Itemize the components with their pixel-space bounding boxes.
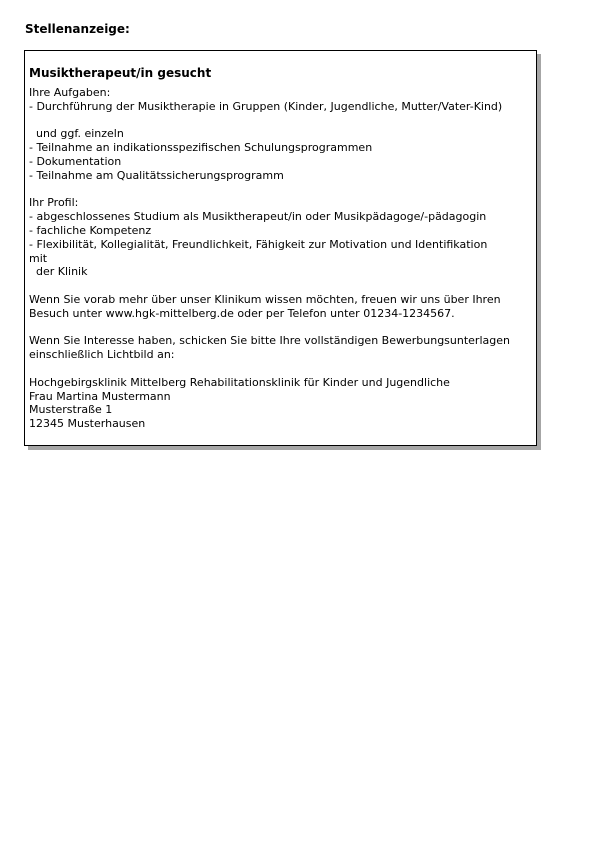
spacer [29,321,532,335]
address-line: Musterstraße 1 [29,403,113,417]
job-ad-box [24,50,537,446]
address-line: Hochgebirgsklinik Mittelberg Rehabilitationsklinik für Kinder und Jugendliche [29,375,450,389]
task-line: - Durchführung der Musiktherapie in Gruppen (Kinder, Jugendliche, Mutter/Vater-Kind) [29,99,503,113]
address-line: 12345 Musterhausen [29,417,146,431]
info-line: Besuch unter www.hgk-mittelberg.de oder per Telefon unter 01234-1234567. [29,306,455,320]
task-line: - Teilnahme am Qualitätssicherungsprogramm [29,168,284,182]
profile-heading: Ihr Profil: [29,196,79,210]
profile-line: - Flexibilität, Kollegialität, Freundlichkeit, Fähigkeit zur Motivation und Identifikation [29,237,488,251]
spacer [29,279,532,293]
profile-line: der Klinik [29,265,88,279]
task-line: - Teilnahme an indikationsspezifischen Schulungsprogrammen [29,141,373,155]
address-line: Frau Martina Mustermann [29,389,171,403]
profile-line: mit [29,251,48,265]
spacer [29,114,532,128]
spacer [29,362,532,376]
apply-line: Wenn Sie Interesse haben, schicken Sie bitte Ihre vollständigen Bewerbungsunterlagen [29,334,510,348]
job-ad-title: Musiktherapeut/in gesucht [29,66,212,80]
job-ad-body [29,86,532,431]
apply-line: einschließlich Lichtbild an: [29,348,175,362]
info-line: Wenn Sie vorab mehr über unser Klinikum wissen möchten, freuen wir uns über Ihren [29,292,501,306]
task-line: und ggf. einzeln [29,127,124,141]
page-heading: Stellenanzeige: [25,22,130,36]
profile-line: - abgeschlossenes Studium als Musiktherapeut/in oder Musikpädagoge/-pädagogin [29,210,487,224]
spacer [29,183,532,197]
profile-line: - fachliche Kompetenz [29,223,152,237]
task-line: - Dokumentation [29,154,122,168]
tasks-heading: Ihre Aufgaben: [29,86,111,99]
